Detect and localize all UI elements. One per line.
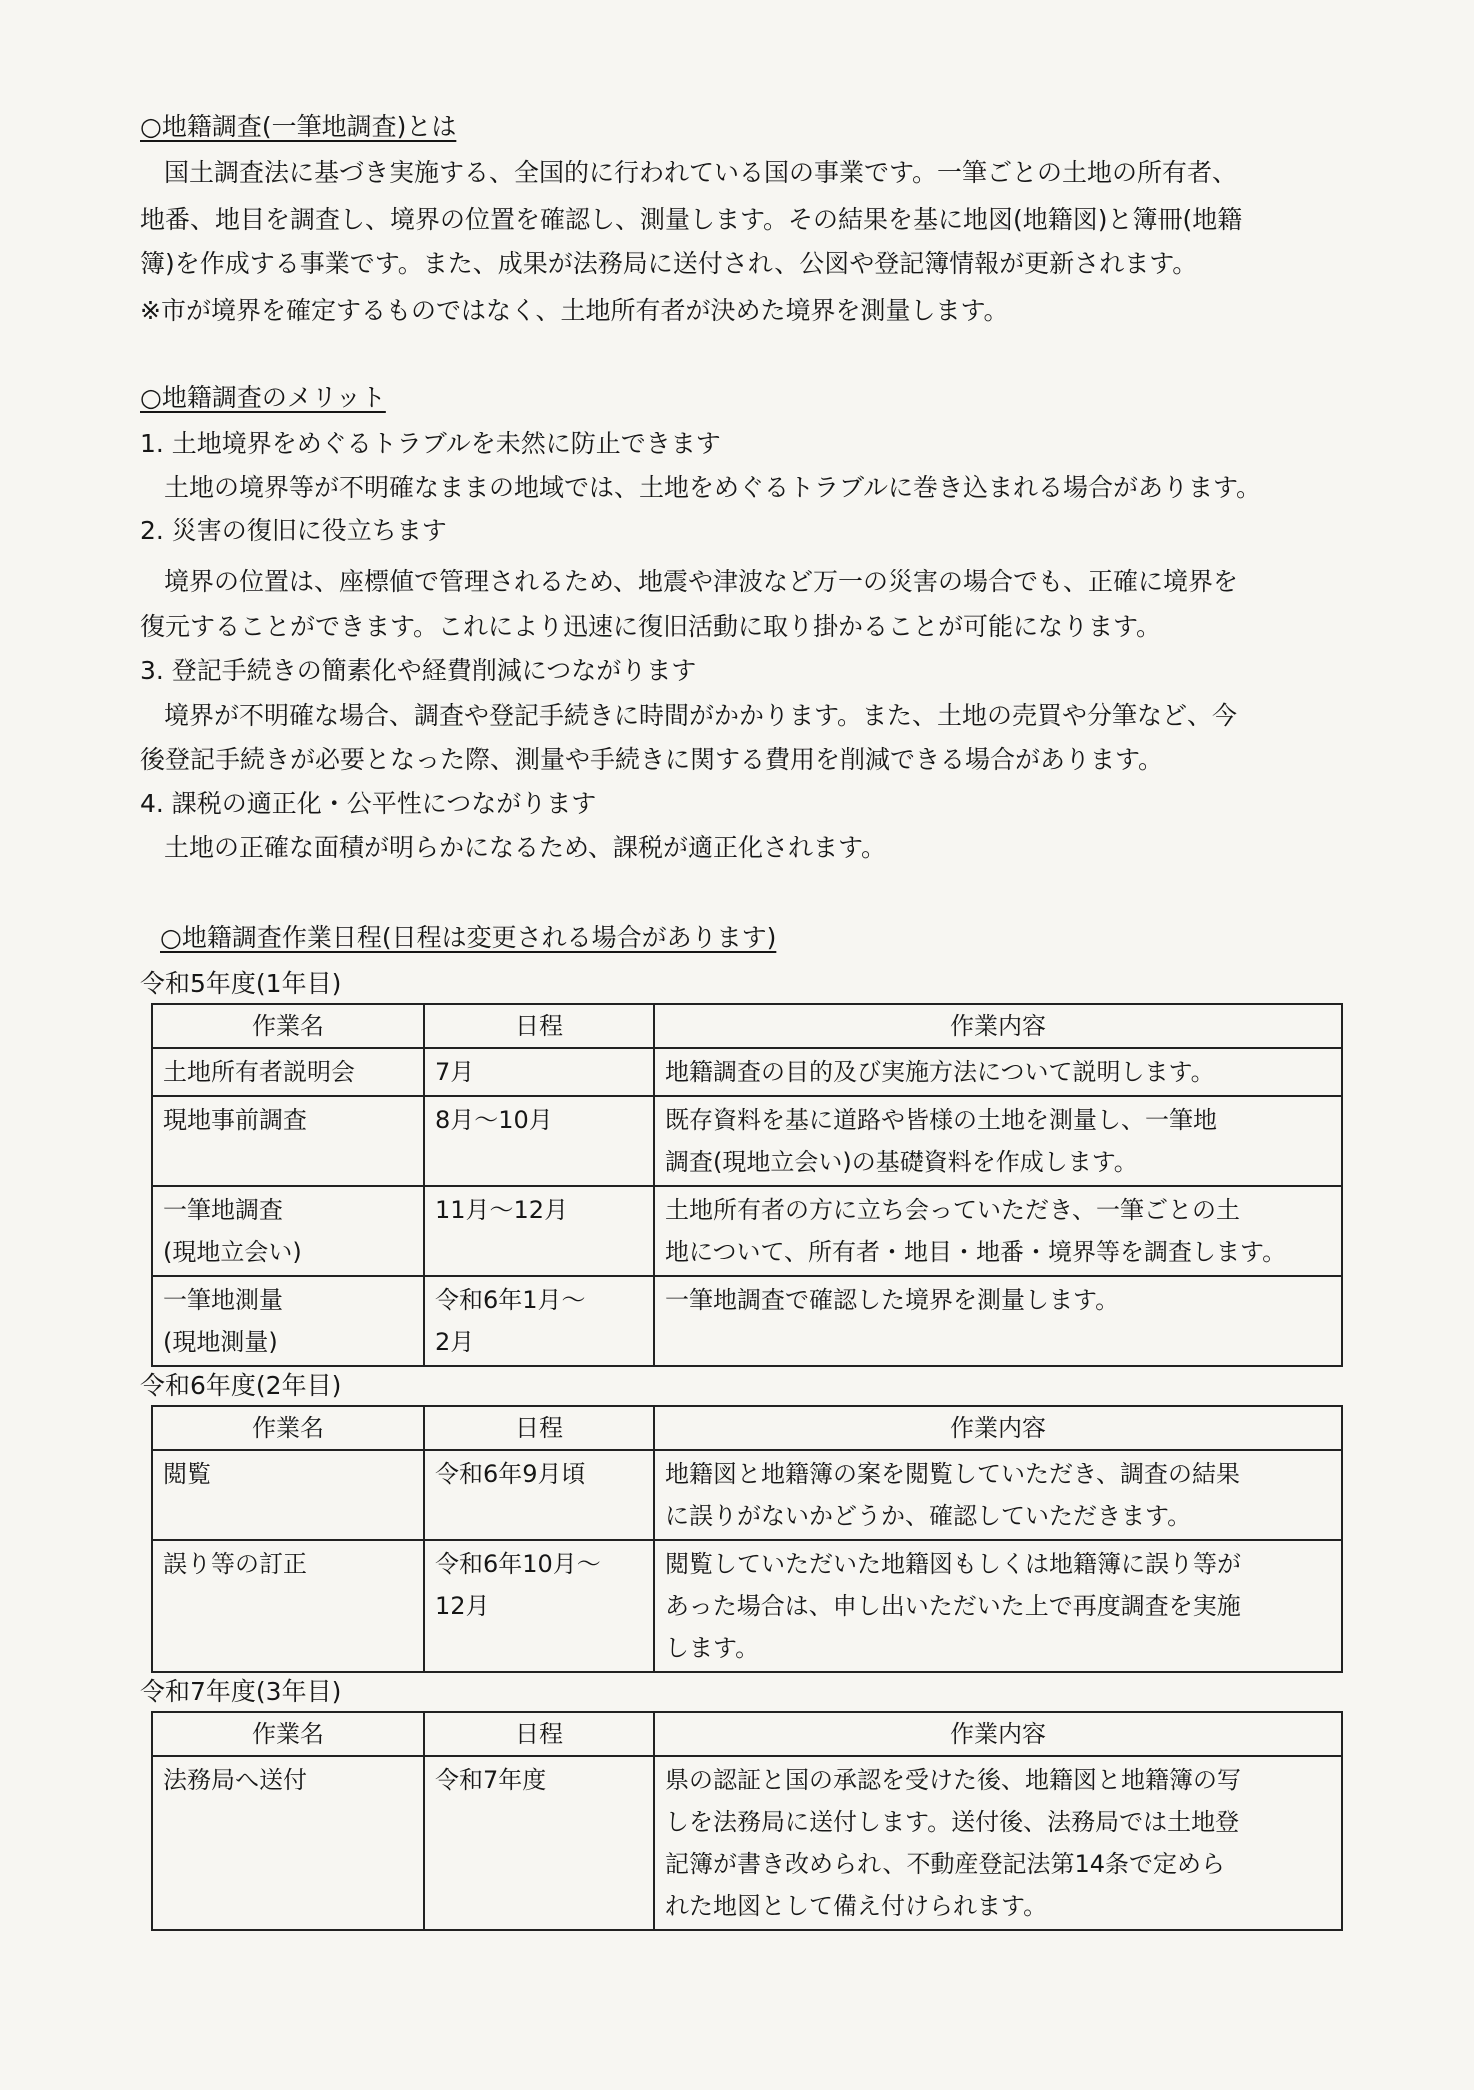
merit-heading: 1. 土地境界をめぐるトラブルを未然に防止できます bbox=[140, 429, 721, 458]
cell-text: 地籍図と地籍簿の案を閲覧していただき、調査の結果 bbox=[665, 1460, 1241, 1488]
cell-content bbox=[654, 1450, 1342, 1540]
cell-name bbox=[152, 1540, 424, 1672]
merit-text: 復元することができます。これにより迅速に復旧活動に取り掛かることが可能になります。 bbox=[140, 612, 1162, 641]
cell-name bbox=[152, 1186, 424, 1276]
cell-text: 7月 bbox=[435, 1058, 475, 1086]
cell-text: 調査(現地立会い)の基礎資料を作成します。 bbox=[665, 1148, 1138, 1176]
cell-text: 令和6年1月～ bbox=[435, 1286, 586, 1314]
cell-date bbox=[424, 1756, 654, 1930]
cell-text: 記簿が書き改められ、不動産登記法第14条で定めら bbox=[665, 1850, 1225, 1878]
cell-text: 12月 bbox=[435, 1592, 490, 1620]
table-row bbox=[152, 1450, 1342, 1540]
cell-text: 現地事前調査 bbox=[163, 1106, 307, 1134]
column-header: 作業内容 bbox=[654, 1406, 1342, 1450]
cell-content bbox=[654, 1540, 1342, 1672]
cell-date bbox=[424, 1276, 654, 1366]
table-row bbox=[152, 1756, 1342, 1930]
table-row bbox=[152, 1096, 1342, 1186]
cell-text: 令和6年9月頃 bbox=[435, 1460, 586, 1488]
merit-text: 土地の正確な面積が明らかになるため、課税が適正化されます。 bbox=[164, 833, 887, 862]
column-header: 日程 bbox=[424, 1712, 654, 1756]
paragraph-line: ※市が境界を確定するものではなく、土地所有者が決めた境界を測量します。 bbox=[140, 296, 1009, 325]
year-label: 令和7年度(3年目) bbox=[140, 1677, 342, 1706]
column-header: 作業名 bbox=[152, 1004, 424, 1048]
cell-name bbox=[152, 1756, 424, 1930]
table-row bbox=[152, 1540, 1342, 1672]
cell-text: 11月～12月 bbox=[435, 1196, 569, 1224]
section-title: ○地籍調査作業日程(日程は変更される場合があります) bbox=[160, 923, 777, 952]
merit-text: 後登記手続きが必要となった際、測量や手続きに関する費用を削減できる場合があります。 bbox=[140, 745, 1164, 774]
year-label: 令和5年度(1年目) bbox=[140, 969, 342, 998]
column-header: 作業名 bbox=[152, 1712, 424, 1756]
column-header: 作業名 bbox=[152, 1406, 424, 1450]
cell-name bbox=[152, 1048, 424, 1096]
cell-content bbox=[654, 1756, 1342, 1930]
cell-text: (現地立会い) bbox=[163, 1238, 302, 1266]
cell-text: 一筆地調査で確認した境界を測量します。 bbox=[665, 1286, 1120, 1314]
cell-date bbox=[424, 1540, 654, 1672]
cell-text: 法務局へ送付 bbox=[163, 1766, 307, 1794]
cell-text: 8月～10月 bbox=[435, 1106, 553, 1134]
cell-text: 一筆地測量 bbox=[163, 1286, 283, 1314]
cell-text: 一筆地調査 bbox=[163, 1196, 283, 1224]
cell-content bbox=[654, 1096, 1342, 1186]
cell-date bbox=[424, 1096, 654, 1186]
cell-name bbox=[152, 1096, 424, 1186]
cell-text: 令和6年10月～ bbox=[435, 1550, 601, 1578]
table-row bbox=[152, 1048, 1342, 1096]
cell-text: 土地所有者説明会 bbox=[163, 1058, 355, 1086]
merit-heading: 3. 登記手続きの簡素化や経費削減につながります bbox=[140, 656, 697, 685]
column-header: 日程 bbox=[424, 1406, 654, 1450]
cell-text: れた地図として備え付けられます。 bbox=[665, 1892, 1048, 1920]
merit-heading: 4. 課税の適正化・公平性につながります bbox=[140, 789, 597, 818]
cell-text: 閲覧 bbox=[163, 1460, 211, 1488]
table-row bbox=[152, 1186, 1342, 1276]
cell-text: 地籍調査の目的及び実施方法について説明します。 bbox=[665, 1058, 1215, 1086]
section-title: ○地籍調査のメリット bbox=[140, 383, 386, 412]
section-title: ○地籍調査(一筆地調査)とは bbox=[140, 112, 457, 141]
cell-text: 土地所有者の方に立ち会っていただき、一筆ごとの土 bbox=[665, 1196, 1241, 1224]
schedule-table bbox=[151, 1003, 1343, 1367]
cell-text: 県の認証と国の承認を受けた後、地籍図と地籍簿の写 bbox=[665, 1766, 1241, 1794]
cell-content bbox=[654, 1186, 1342, 1276]
merit-heading: 2. 災害の復旧に役立ちます bbox=[140, 516, 447, 545]
merit-text: 境界が不明確な場合、調査や登記手続きに時間がかかります。また、土地の売買や分筆など、今 bbox=[164, 701, 1238, 730]
merit-text: 土地の境界等が不明確なままの地域では、土地をめぐるトラブルに巻き込まれる場合があります。 bbox=[164, 473, 1262, 502]
cell-text: 令和7年度 bbox=[435, 1766, 547, 1794]
cell-content bbox=[654, 1276, 1342, 1366]
cell-text: します。 bbox=[665, 1634, 760, 1662]
cell-name bbox=[152, 1276, 424, 1366]
cell-text: 閲覧していただいた地籍図もしくは地籍簿に誤り等が bbox=[665, 1550, 1241, 1578]
paragraph-line: 簿)を作成する事業です。また、成果が法務局に送付され、公図や登記簿情報が更新されます。 bbox=[140, 249, 1198, 278]
cell-content bbox=[654, 1048, 1342, 1096]
cell-text: 地について、所有者・地目・地番・境界等を調査します。 bbox=[665, 1238, 1287, 1266]
cell-text: 2月 bbox=[435, 1328, 475, 1356]
cell-text: 誤り等の訂正 bbox=[163, 1550, 307, 1578]
schedule-table bbox=[151, 1711, 1343, 1931]
cell-text: に誤りがないかどうか、確認していただきます。 bbox=[665, 1502, 1192, 1530]
paragraph-line: 国土調査法に基づき実施する、全国的に行われている国の事業です。一筆ごとの土地の所有者、 bbox=[164, 158, 1238, 187]
column-header: 作業内容 bbox=[654, 1004, 1342, 1048]
cell-date bbox=[424, 1048, 654, 1096]
cell-text: 既存資料を基に道路や皆様の土地を測量し、一筆地 bbox=[665, 1106, 1217, 1134]
schedule-table bbox=[151, 1405, 1343, 1673]
schedule-section bbox=[140, 923, 1350, 1931]
table-row bbox=[152, 1276, 1342, 1366]
cell-text: しを法務局に送付します。送付後、法務局では土地登 bbox=[665, 1808, 1240, 1836]
cell-name bbox=[152, 1450, 424, 1540]
column-header: 日程 bbox=[424, 1004, 654, 1048]
cell-text: あった場合は、申し出いただいた上で再度調査を実施 bbox=[665, 1592, 1241, 1620]
column-header: 作業内容 bbox=[654, 1712, 1342, 1756]
cell-date bbox=[424, 1186, 654, 1276]
cell-text: (現地測量) bbox=[163, 1328, 278, 1356]
year-label: 令和6年度(2年目) bbox=[140, 1371, 342, 1400]
cell-date bbox=[424, 1450, 654, 1540]
merit-text: 境界の位置は、座標値で管理されるため、地震や津波など万一の災害の場合でも、正確に境界を bbox=[164, 567, 1239, 596]
paragraph-line: 地番、地目を調査し、境界の位置を確認し、測量します。その結果を基に地図(地籍図)と簿冊(地籍 bbox=[140, 205, 1243, 234]
